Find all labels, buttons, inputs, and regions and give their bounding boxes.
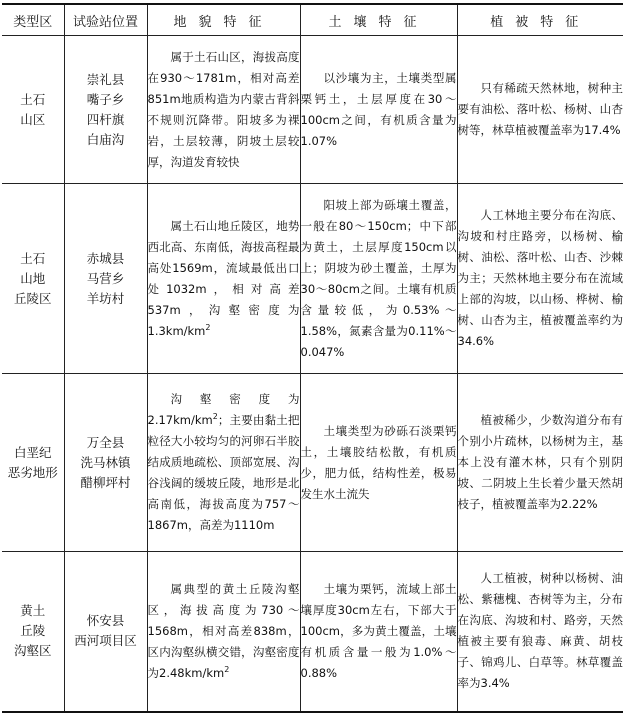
soil-cell <box>300 552 457 712</box>
vegetation-cell <box>457 552 623 712</box>
landform-text-pre: 沟壑密度为2.17km/km <box>147 392 300 427</box>
unit-superscript: 2 <box>205 322 211 332</box>
landform-text: 属典型的黄土丘陵沟壑区，海拔高度为730～1568m，相对高差838m，区内沟壑纵横交错，沟壑密度为2.48km/km <box>147 581 300 680</box>
characteristics-table <box>2 3 623 713</box>
site-line: 马营乡 <box>86 270 125 286</box>
landform-text: 属于土石山区，海拔高度在930～1781m，相对高差851m地质构造为内蒙古背斜不规则沉降带。阳坡多为裸岩，土层较薄，阴坡土层较厚，沟道发育较快 <box>147 49 300 169</box>
landform-cell <box>147 374 300 552</box>
vegetation-text: 只有稀疏天然林地，树种主要有油松、落叶松、杨树、山杏树等，林草植被覆盖率为17.4% <box>457 81 623 137</box>
header-row <box>2 4 623 36</box>
site-line: 白庙沟 <box>86 131 125 147</box>
landform-text: 属土石山地丘陵区，地势西北高、东南低，海拔高程最高处1569m，流域最低出口处1032m，相对高差537m，沟壑密度为1.3km/km <box>147 218 300 338</box>
landform-text: ；主要由黏土把粒径大小较均匀的河卵石半胶结成质地疏松、顶部宽展、沟谷浅阔的缓坡丘陵，地形是北高南低，海拔高度为757～1867m，高差为1110m <box>147 413 300 532</box>
table-row <box>2 184 623 374</box>
header-vegetation: 植被特征 <box>457 4 623 36</box>
site-line: 四杆旗 <box>86 111 125 127</box>
region-line: 丘陵区 <box>13 290 52 306</box>
region-cell <box>2 374 64 552</box>
region-line: 黄土 <box>20 603 46 619</box>
region-line: 土石 <box>20 91 46 107</box>
site-cell <box>64 36 147 184</box>
region-line: 沟壑区 <box>13 643 52 659</box>
vegetation-text: 植被稀少，少数沟道分布有个别小片疏林，以杨树为主，基本上没有灌木林，只有个别阴坡、二阴坡上生长着少量天然胡枝子，植被覆盖率为2.22% <box>457 413 623 511</box>
site-line: 醋柳坪村 <box>80 474 131 490</box>
soil-text: 土壤为栗钙，流域上部土壤厚度30cm左右，下部大于100cm，多为黄土覆盖，土壤有机质含量一般为1.0%～0.88% <box>300 581 457 680</box>
soil-cell <box>300 374 457 552</box>
region-line: 恶劣地形 <box>7 464 58 480</box>
soil-text: 土壤类型为砂砾石淡栗钙土，土壤胶结松散，有机质少，肥力低，结构性差，极易发生水土流失 <box>300 423 457 501</box>
vegetation-cell <box>457 36 623 184</box>
header-region: 类型区 <box>2 4 64 36</box>
region-line: 丘陵 <box>20 623 46 639</box>
soil-cell <box>300 184 457 374</box>
region-line: 山地 <box>20 270 46 286</box>
soil-text: 以沙壤为主，土壤类型属栗钙土，土层厚度在30～100cm之间，有机质含量为1.07% <box>300 70 457 148</box>
site-line: 洗马林镇 <box>80 454 131 470</box>
unit-superscript: 2 <box>224 664 230 674</box>
landform-cell <box>147 36 300 184</box>
header-site: 试验站位置 <box>64 4 147 36</box>
table-row <box>2 374 623 552</box>
vegetation-cell <box>457 374 623 552</box>
site-line: 西河项目区 <box>74 633 137 649</box>
site-cell <box>64 374 147 552</box>
vegetation-cell <box>457 184 623 374</box>
vegetation-text: 人工植被，树种以杨树、油松、紫穗槐、杏树等为主，分布在沟底、沟坡和村、路旁，天然植被主要有狼毒、麻黄、胡枝子、锦鸡儿、白草等。林草覆盖率为3.4% <box>457 571 623 691</box>
table-row <box>2 552 623 712</box>
site-cell <box>64 184 147 374</box>
site-line: 嘴子乡 <box>86 91 125 107</box>
site-line: 万全县 <box>86 434 125 450</box>
site-line: 羊坊村 <box>86 290 125 306</box>
site-cell <box>64 552 147 712</box>
region-line: 山区 <box>20 111 46 127</box>
region-cell <box>2 36 64 184</box>
region-line: 土石 <box>20 250 46 266</box>
table-row <box>2 36 623 184</box>
site-line: 怀安县 <box>86 613 125 629</box>
landform-cell <box>147 184 300 374</box>
vegetation-text: 人工林地主要分布在沟底、沟坡和村庄路旁，以杨树、榆树、油松、落叶松、山杏、沙棘为主；天然林地主要分布在流域上部的沟坡，以山杨、桦树、榆树、山杏为主，植被覆盖率约为34.6% <box>457 208 623 348</box>
unit-superscript: 2 <box>212 412 218 422</box>
header-soil: 土壤特征 <box>300 4 457 36</box>
soil-cell <box>300 36 457 184</box>
soil-text: 阳坡上部为砾壤土覆盖，一般在80～150cm；中下部为黄土，土层厚度150cm以上；阴坡为砂土覆盖，土厚为30～80cm之间。土壤有机质含量较低，为0.53%～1.58%，氮素含量为0.11%～0.047% <box>300 197 457 359</box>
region-cell <box>2 184 64 374</box>
landform-cell <box>147 552 300 712</box>
site-line: 赤城县 <box>86 250 125 266</box>
region-cell <box>2 552 64 712</box>
header-landform: 地貌特征 <box>147 4 300 36</box>
region-line: 白垩纪 <box>13 444 52 460</box>
site-line: 崇礼县 <box>86 71 125 87</box>
